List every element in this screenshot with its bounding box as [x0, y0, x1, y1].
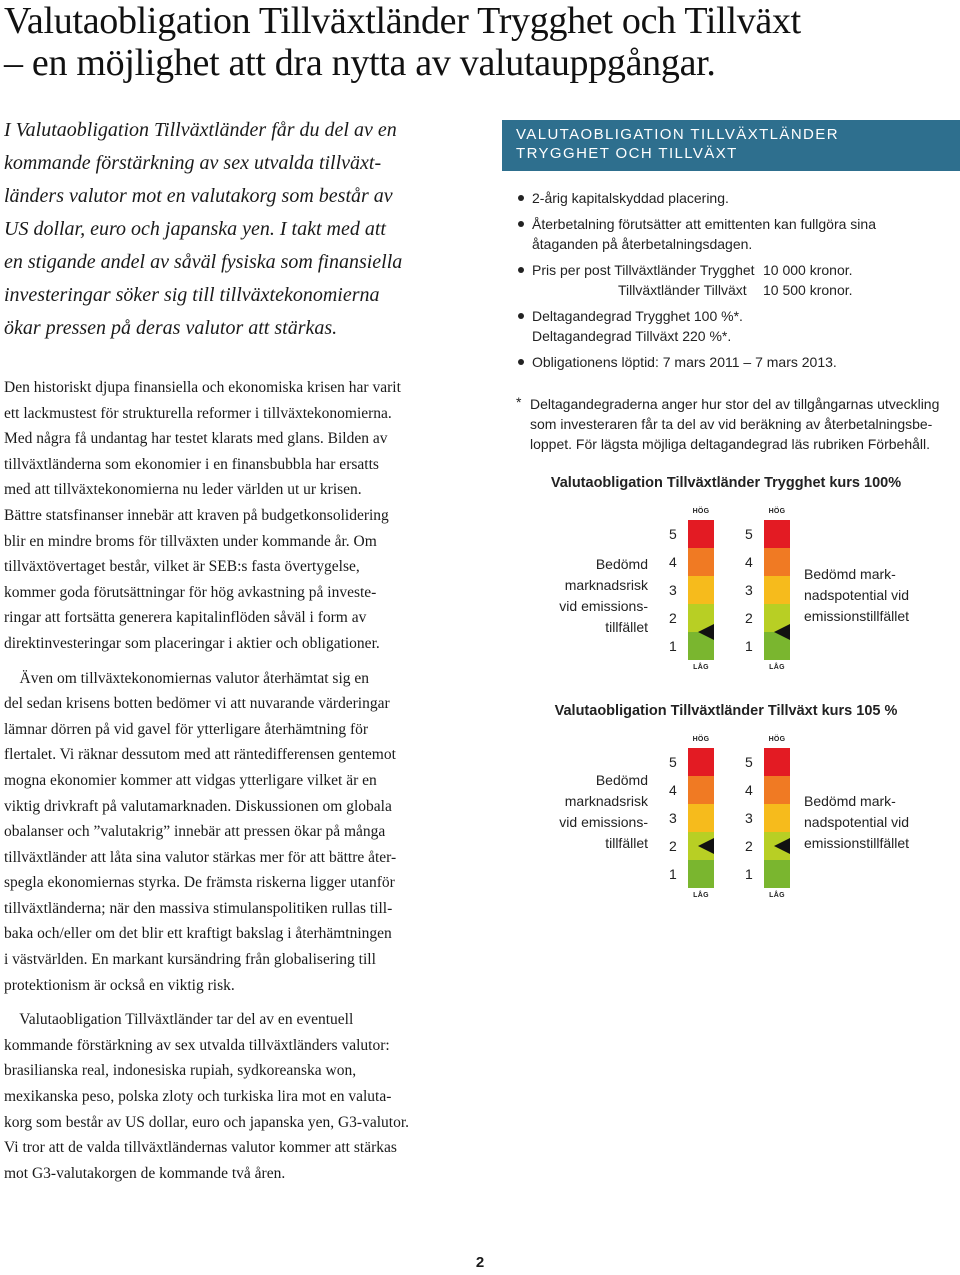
- risk-label-line: vid emissions-: [559, 814, 648, 830]
- body-line: Även om tillväxtekonomiernas valutor återhämtat sig en: [4, 669, 370, 687]
- scale-low-label: LÅG: [769, 664, 785, 671]
- scale-high-label: HÖG: [768, 508, 786, 515]
- potential-label: [804, 791, 909, 854]
- fact-text-continued: åtaganden på återbetalningsdagen.: [532, 236, 753, 252]
- scale-segment: [688, 576, 714, 604]
- footnote-marker: *: [516, 394, 522, 410]
- fact-item: [516, 352, 956, 372]
- bullet-icon: [518, 313, 524, 319]
- price-label-tillvaxt: Tillväxtländer Tillväxt: [618, 282, 747, 298]
- fact-box-header-line: TRYGGHET OCH TILLVÄXT: [516, 145, 738, 162]
- scale-low-label: LÅG: [693, 892, 709, 899]
- risk-scale: [669, 736, 716, 908]
- scale-high-label: HÖG: [768, 736, 786, 743]
- fact-item: [516, 306, 956, 346]
- body-line: tillväxtländerna som ekonomier i en finansbubbla har ersatts: [4, 455, 379, 473]
- fact-text: Deltagandegrad Trygghet 100 %*.: [532, 308, 743, 324]
- scale-segment: [764, 576, 790, 604]
- level-indicator-arrow-icon: [774, 838, 790, 854]
- intro-line: ökar pressen på deras valutor att stärkas.: [4, 317, 338, 339]
- headline-line: – en möjlighet att dra nytta av valutauppgångar.: [4, 42, 716, 84]
- fact-box-header-line: VALUTAOBLIGATION TILLVÄXTLÄNDER: [516, 126, 839, 143]
- body-line: kommande förstärkning av sex utvalda tillväxtländers valutor:: [4, 1036, 390, 1054]
- body-line: direktinvesteringar som placeringar i aktier och obligationer.: [4, 634, 380, 652]
- level-indicator-arrow-icon: [698, 624, 714, 640]
- footnote-line: loppet. För lägsta möjliga deltagandegrad läs rubriken Förbehåll.: [530, 436, 931, 452]
- risk-meter-title: Valutaobligation Tillväxtländer Tillväxt kurs 105 %: [554, 703, 898, 719]
- risk-label-line: tillfället: [605, 619, 648, 635]
- scale-high-label: HÖG: [692, 508, 710, 515]
- potential-label-line: nadspotential vid: [804, 814, 910, 830]
- scale-level-number: 5: [745, 526, 753, 542]
- scale-low-label: LÅG: [769, 892, 785, 899]
- scale-segment: [688, 748, 714, 776]
- body-line: tillväxtövertaget består, vilket är SEB:s fasta övertygelse,: [4, 558, 360, 576]
- footnote-line: som investeraren får ta del av vid beräkning av återbetalningsbe-: [530, 416, 933, 432]
- scale-level-number: 4: [745, 554, 753, 570]
- price-label-trygghet: Pris per post Tillväxtländer Trygghet: [532, 262, 755, 278]
- risk-label-line: marknadsrisk: [564, 577, 648, 593]
- fact-text: 2-årig kapitalskyddad placering.: [532, 190, 729, 206]
- scale-segment: [688, 548, 714, 576]
- body-line: protektionism är också en viktig risk.: [4, 976, 235, 994]
- risk-label-line: Bedömd: [595, 772, 648, 788]
- body-line: Den historiskt djupa finansiella och ekonomiska krisen har varit: [4, 379, 401, 396]
- scale-level-number: 1: [745, 866, 753, 882]
- scale-segment: [764, 776, 790, 804]
- scale-level-number: 5: [745, 754, 753, 770]
- fact-item: [516, 214, 956, 254]
- scale-level-number: 2: [745, 838, 753, 854]
- scale-level-number: 3: [669, 582, 677, 598]
- body-line: baka och/eller om det blir ett kraftigt bakslag i återhämtningen: [4, 925, 392, 943]
- body-line: i västvärlden. En markant kursändring från globalisering till: [4, 951, 376, 969]
- scale-level-number: 5: [669, 526, 677, 542]
- headline-line: Valutaobligation Tillväxtländer Trygghet och Tillväxt: [4, 0, 801, 42]
- risk-label-line: tillfället: [605, 835, 648, 851]
- fact-box-header: [502, 120, 960, 171]
- scale-level-number: 2: [669, 838, 677, 854]
- intro-line: investeringar söker sig till tillväxtekonomierna: [4, 284, 380, 306]
- scale-level-number: 4: [745, 782, 753, 798]
- risk-label-line: vid emissions-: [559, 598, 648, 614]
- body-line: Bättre statsfinanser innebär att kraven på budgetkonsolidering: [4, 506, 389, 524]
- potential-label-line: Bedömd mark-: [804, 566, 896, 582]
- intro-line: US dollar, euro och japanska yen. I takt med att: [4, 218, 386, 240]
- body-line: del sedan krisens botten bedömer vi att nuvarande värderingar: [4, 695, 390, 713]
- body-line: blir en mindre broms för tillväxten under kommande år. Om: [4, 532, 377, 550]
- scale-segment: [764, 860, 790, 888]
- potential-scale: [745, 736, 792, 908]
- body-text: [4, 375, 474, 1186]
- body-line: mogna ekonomier kommer att vidgas ytterligare vilket är en: [4, 771, 377, 789]
- bullet-icon: [518, 195, 524, 201]
- risk-label: [522, 770, 648, 854]
- body-line: viktig drivkraft på valutamarknaden. Diskussionen om globala: [4, 797, 392, 815]
- body-line: ringar att fortsätta generera kapitalinflöden såväl i form av: [4, 609, 367, 627]
- intro-line: länders valutor mot en valutakorg som består av: [4, 185, 393, 207]
- scale-segment: [764, 804, 790, 832]
- fact-item-price: [516, 260, 956, 300]
- scale-bar: [688, 748, 714, 888]
- fact-text: Återbetalning förutsätter att emittenten kan fullgöra sina: [532, 216, 876, 232]
- scale-high-label: HÖG: [692, 736, 710, 743]
- potential-label-line: Bedömd mark-: [804, 793, 896, 809]
- scale-segment: [764, 520, 790, 548]
- intro-paragraph: [4, 114, 464, 345]
- potential-label-line: nadspotential vid: [804, 587, 910, 603]
- risk-label-line: Bedömd: [595, 556, 648, 572]
- bullet-icon: [518, 221, 524, 227]
- body-line: spegla ekonomiernas styrka. De främsta riskerna ligger utanför: [4, 874, 395, 892]
- footnote-line: Deltagandegraderna anger hur stor del av tillgångarnas utveckling: [530, 396, 940, 412]
- body-line: mot G3-valutakorgen de kommande två åren.: [4, 1164, 286, 1182]
- body-line: tillväxtländer att låta sina valutor stärkas mer för att bättre åter-: [4, 848, 397, 866]
- scale-level-number: 4: [669, 554, 677, 570]
- potential-label: [804, 564, 909, 627]
- body-line: ett lackmustest för strukturella reformer i tillväxtekonomierna.: [4, 404, 392, 422]
- scale-level-number: 3: [745, 582, 753, 598]
- body-line: Vi tror att de valda tillväxtländernas valutor kommer att stärkas: [4, 1139, 397, 1157]
- body-line: brasilianska real, indonesiska rupiah, sydkoreanska won,: [4, 1062, 357, 1080]
- intro-line: kommande förstärkning av sex utvalda tillväxt-: [4, 152, 382, 174]
- potential-label-line: emissionstillfället: [804, 608, 910, 624]
- body-line: flertalet. Vi räknar dessutom med att räntedifferensen gentemot: [4, 746, 396, 764]
- body-line: korg som består av US dollar, euro och japanska yen, G3-valutor.: [4, 1113, 410, 1131]
- scale-level-number: 1: [669, 638, 677, 654]
- paragraph-gap: [4, 657, 474, 666]
- body-line: kommer goda förutsättningar för hög avkastning på investe-: [4, 583, 377, 601]
- scale-segment: [688, 804, 714, 832]
- risk-meter-tillvaxt: [502, 700, 960, 900]
- footnote: [516, 394, 956, 454]
- intro-line: en stigande andel av såväl fysiska som finansiella: [4, 251, 403, 273]
- price-value-trygghet: 10 000 kronor.: [763, 262, 853, 278]
- headline: [4, 0, 954, 84]
- scale-level-number: 2: [669, 610, 677, 626]
- scale-bar: [764, 748, 790, 888]
- body-line: tillväxtländerna; när den massiva stimulanspolitiken rullas till-: [4, 899, 393, 917]
- fact-list: [516, 188, 956, 372]
- fact-text: Obligationens löptid: 7 mars 2011 – 7 mars 2013.: [532, 354, 837, 370]
- scale-level-number: 2: [745, 610, 753, 626]
- scale-level-number: 5: [669, 754, 677, 770]
- scale-segment: [688, 776, 714, 804]
- risk-label-line: marknadsrisk: [564, 793, 648, 809]
- potential-label-line: emissionstillfället: [804, 835, 910, 851]
- scale-segment: [688, 520, 714, 548]
- potential-scale: [745, 508, 792, 680]
- bullet-icon: [518, 267, 524, 273]
- paragraph-gap: [4, 998, 474, 1007]
- level-indicator-arrow-icon: [698, 838, 714, 854]
- price-value-tillvaxt: 10 500 kronor.: [763, 282, 853, 298]
- body-line: Med några få undantag har testet klarats med glans. Bilden av: [4, 430, 388, 448]
- fact-box: [502, 120, 960, 452]
- fact-item: [516, 188, 956, 208]
- page-number: 2: [475, 1254, 485, 1271]
- risk-label: [522, 554, 648, 638]
- level-indicator-arrow-icon: [774, 624, 790, 640]
- scale-level-number: 4: [669, 782, 677, 798]
- scale-low-label: LÅG: [693, 664, 709, 671]
- body-line: lämnar dörren på vid gavel för ytterligare återhämtning för: [4, 720, 369, 738]
- body-line: med att tillväxtekonomierna nu leder världen ut ur krisen.: [4, 481, 362, 499]
- body-line: obalanser och ”valutakrig” innebär att pressen ökar på många: [4, 823, 386, 841]
- scale-level-number: 1: [669, 866, 677, 882]
- body-line: mexikanska peso, polska zloty och turkiska lira mot en valuta-: [4, 1088, 392, 1106]
- scale-segment: [764, 748, 790, 776]
- scale-level-number: 3: [745, 810, 753, 826]
- risk-scale: [669, 508, 716, 680]
- risk-meter-trygghet: [502, 472, 960, 672]
- body-line: Valutaobligation Tillväxtländer tar del av en eventuell: [4, 1011, 354, 1029]
- scale-level-number: 1: [745, 638, 753, 654]
- scale-segment: [764, 548, 790, 576]
- scale-level-number: 3: [669, 810, 677, 826]
- risk-meter-title: Valutaobligation Tillväxtländer Trygghet kurs 100%: [550, 475, 902, 491]
- intro-line: I Valutaobligation Tillväxtländer får du del av en: [4, 119, 397, 141]
- scale-segment: [688, 860, 714, 888]
- fact-text-continued: Deltagandegrad Tillväxt 220 %*.: [532, 328, 732, 344]
- bullet-icon: [518, 359, 524, 365]
